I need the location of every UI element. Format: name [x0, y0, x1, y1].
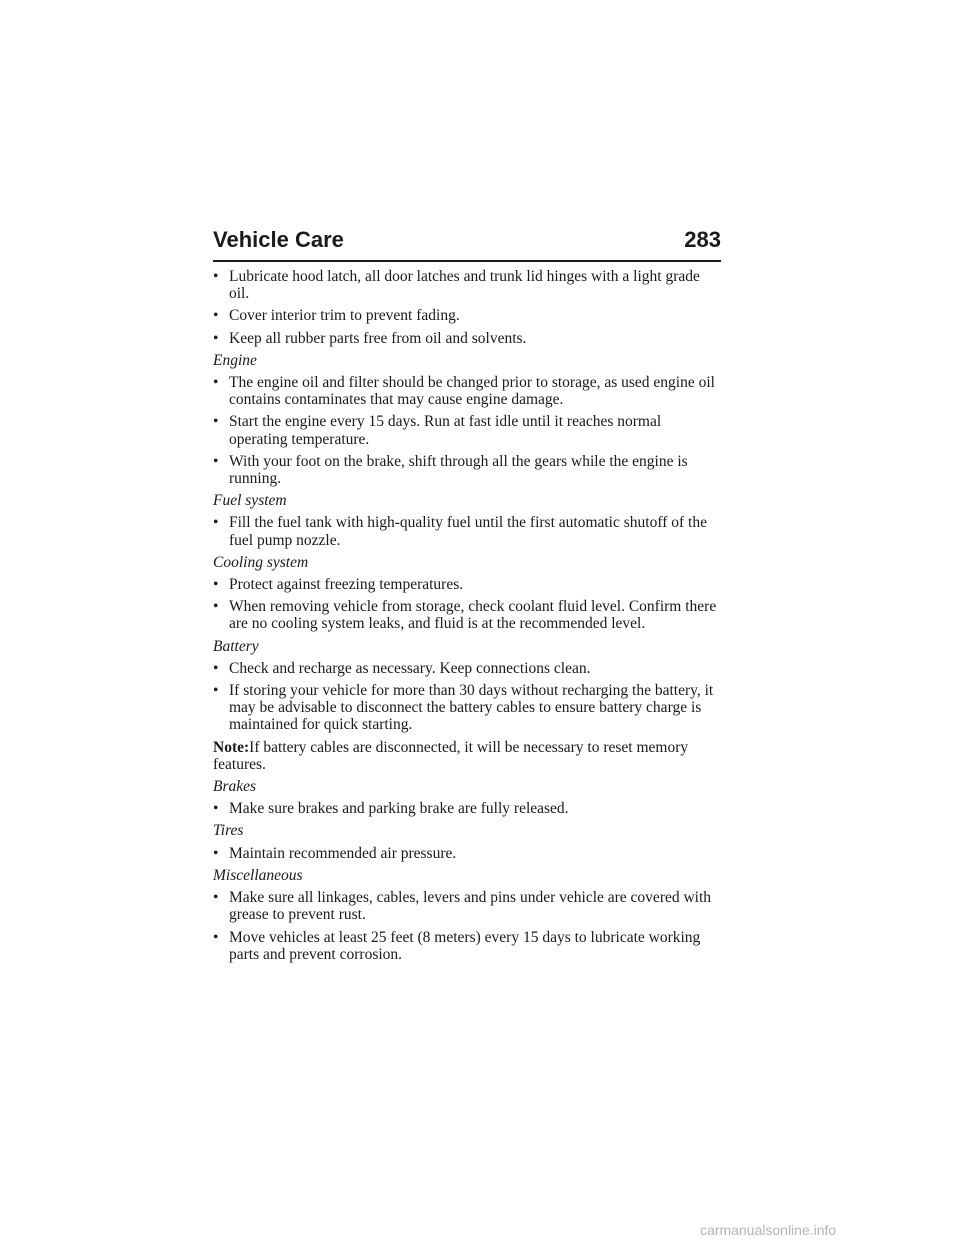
bullet-item: • Start the engine every 15 days. Run at fast idle until it reaches normal operating temperature. [213, 413, 723, 447]
subheading-miscellaneous: Miscellaneous [213, 866, 303, 884]
subheading-fuel-system: Fuel system [213, 492, 287, 510]
bullet-item: • Move vehicles at least 25 feet (8 meters) every 15 days to lubricate working parts and prevent corrosion. [213, 929, 723, 963]
note-paragraph [213, 739, 723, 773]
section-title: Vehicle Care [213, 227, 344, 252]
bullet-item: • Keep all rubber parts free from oil and solvents. [213, 330, 723, 347]
bullet-item: • Check and recharge as necessary. Keep connections clean. [213, 660, 723, 677]
subheading-tires: Tires [213, 822, 244, 840]
subheading-engine: Engine [213, 351, 257, 369]
bullet-item: • Make sure all linkages, cables, levers and pins under vehicle are covered with grease to prevent rust. [213, 889, 723, 923]
subheading-battery: Battery [213, 637, 259, 655]
bullet-item: • Fill the fuel tank with high-quality fuel until the first automatic shutoff of the fuel pump nozzle. [213, 514, 723, 548]
bullet-item: • If storing your vehicle for more than 30 days without recharging the battery, it may be advisable to disconnect the battery cables to ensure battery charge is maintained for quick starting. [213, 682, 723, 734]
bullet-item: • Cover interior trim to prevent fading. [213, 307, 723, 324]
bullet-item: • Make sure brakes and parking brake are fully released. [213, 800, 723, 817]
subheading-cooling-system: Cooling system [213, 553, 309, 571]
page-header [213, 227, 721, 261]
watermark-text: carmanualsonline.info [700, 1222, 837, 1238]
page-content [213, 268, 723, 968]
note-label: Note: [213, 738, 250, 756]
bullet-item: • Lubricate hood latch, all door latches and trunk lid hinges with a light grade oil. [213, 268, 723, 302]
bullet-item: • Protect against freezing temperatures. [213, 576, 723, 593]
bullet-item: • Maintain recommended air pressure. [213, 845, 723, 862]
bullet-item: • With your foot on the brake, shift through all the gears while the engine is running. [213, 453, 723, 487]
header-divider [213, 260, 721, 262]
bullet-item: • When removing vehicle from storage, check coolant fluid level. Confirm there are no cooling system leaks, and fluid is at the recommended level. [213, 598, 723, 632]
bullet-item: • The engine oil and filter should be changed prior to storage, as used engine oil contains contaminates that may cause engine damage. [213, 374, 723, 408]
page-number: 283 [684, 227, 721, 252]
note-text: If battery cables are disconnected, it will be necessary to reset memory features. [213, 738, 689, 773]
subheading-brakes: Brakes [213, 778, 257, 796]
